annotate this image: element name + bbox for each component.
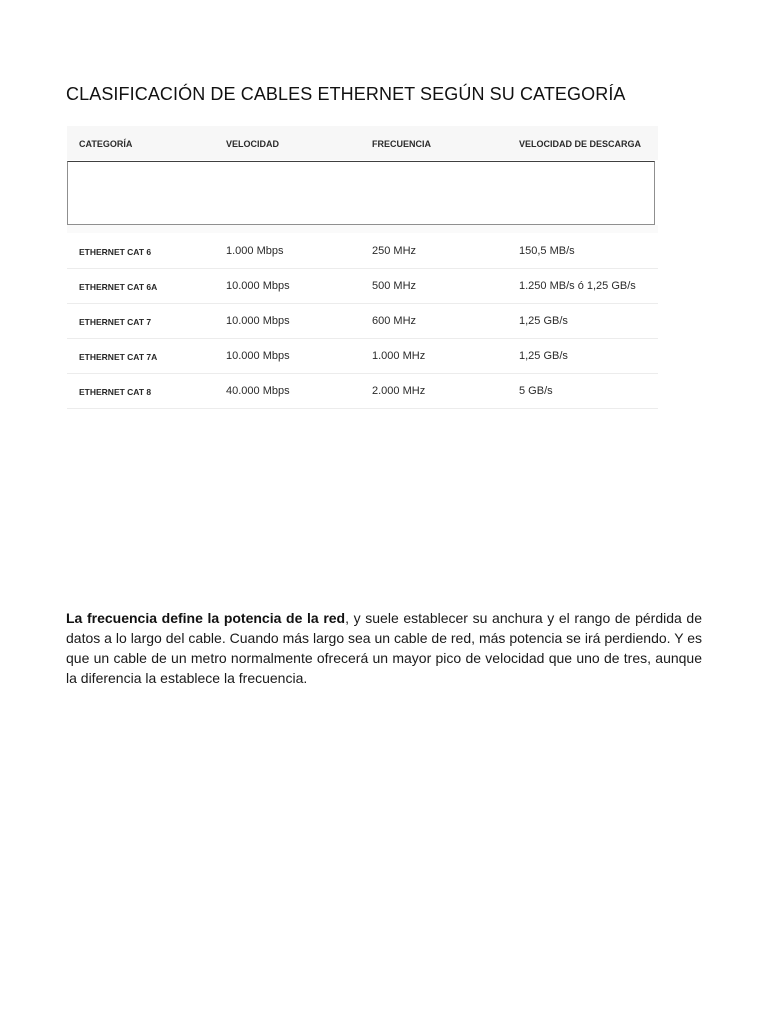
table-row bbox=[67, 373, 658, 409]
cell-category: ETHERNET CAT 7A bbox=[79, 352, 158, 362]
table-row bbox=[67, 303, 658, 339]
cell-speed: 10.000 Mbps bbox=[226, 350, 290, 362]
header-velocidad: VELOCIDAD bbox=[226, 139, 280, 149]
cell-category: ETHERNET CAT 6 bbox=[79, 247, 152, 257]
table-row bbox=[67, 268, 658, 304]
header-velocidad-descarga: VELOCIDAD DE DESCARGA bbox=[519, 139, 642, 149]
frequency-paragraph bbox=[66, 608, 702, 688]
cell-speed: 1.000 Mbps bbox=[226, 245, 284, 257]
cell-download-speed: 1,25 GB/s bbox=[519, 315, 568, 327]
cell-speed: 10.000 Mbps bbox=[226, 280, 290, 292]
cell-download-speed: 1,25 GB/s bbox=[519, 350, 568, 362]
cell-frequency: 1.000 MHz bbox=[372, 350, 426, 362]
cell-frequency: 2.000 MHz bbox=[372, 385, 426, 397]
cell-frequency: 250 MHz bbox=[372, 245, 417, 257]
empty-table-box bbox=[67, 161, 655, 225]
table-header bbox=[67, 126, 658, 160]
header-categoria: CATEGORÍA bbox=[79, 139, 133, 149]
table-gap bbox=[67, 225, 658, 233]
table-row bbox=[67, 233, 658, 269]
cell-speed: 10.000 Mbps bbox=[226, 315, 290, 327]
cell-speed: 40.000 Mbps bbox=[226, 385, 290, 397]
cell-category: ETHERNET CAT 6A bbox=[79, 282, 158, 292]
header-frecuencia: FRECUENCIA bbox=[372, 139, 432, 149]
table-row bbox=[67, 338, 658, 374]
cell-download-speed: 5 GB/s bbox=[519, 385, 553, 397]
cell-category: ETHERNET CAT 7 bbox=[79, 317, 152, 327]
page-title: CLASIFICACIÓN DE CABLES ETHERNET SEGÚN SU CATEGORÍA bbox=[66, 84, 626, 104]
paragraph-bold-lead: La frecuencia define la potencia de la red bbox=[66, 610, 346, 626]
cell-category: ETHERNET CAT 8 bbox=[79, 387, 152, 397]
cell-frequency: 500 MHz bbox=[372, 280, 417, 292]
cell-download-speed: 1.250 MB/s ó 1,25 GB/s bbox=[519, 280, 636, 292]
ethernet-category-table bbox=[67, 126, 658, 412]
cell-frequency: 600 MHz bbox=[372, 315, 417, 327]
paragraph-body: , y suele establecer su anchura y el rango de pérdida de datos a lo largo del cable. Cuando más largo sea un cable de red, más potencia se irá perdiendo. Y es que un cable de un metro normalmente ofrecerá un mayor pico de velocidad que uno de tres, aunque la diferencia la establece la frecuencia. bbox=[66, 610, 702, 686]
cell-download-speed: 150,5 MB/s bbox=[519, 245, 575, 257]
